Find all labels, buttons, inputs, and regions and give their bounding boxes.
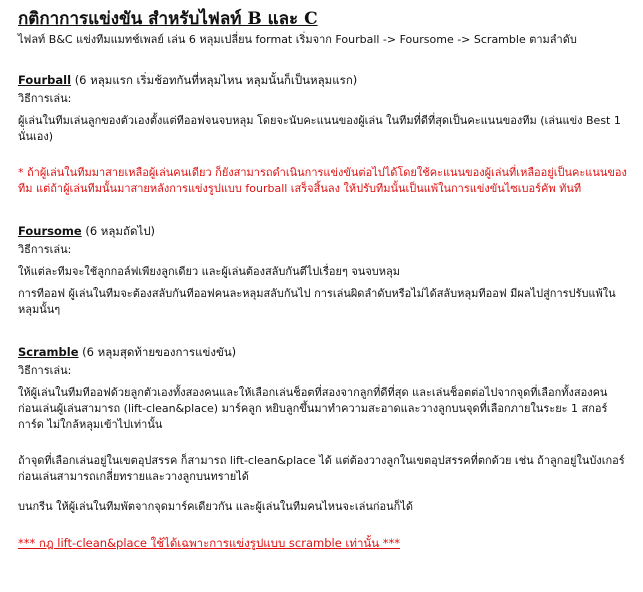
scramble-method-text-1: ให้ผู้เล่นในทีมทีออฟด้วยลูกตัวเองทั้งสองคนและให้เลือกเล่นช็อตที่สองจากลูกที่ดีที่สุด และเล่นช็อตต่อไปจากจุดที่เลือกทั้งสองคน ก่อนเล่นผู้เล่นสามารถ (lift-clean&place) มาร์คลูก หยิบลูกขึ้นมาทำความสะอาดและวางลูกบนจุดที่เลือกภายในระยะ 1 สกอร์การ์ด ไม่ใกล้หลุมเข้าไปเท่านั้น <box>18 386 608 431</box>
foursome-method-text-2: การทีออฟ ผู้เล่นในทีมจะต้องสลับกันทีออฟคนละหลุมสลับกันไป การเล่นผิดลำดับหรือไม่ได้สลับหลุมทีออฟ มีผลไปสู่การปรับแพ้ในหลุมนั้นๆ <box>18 287 616 316</box>
foursome-method-text-1: ให้แต่ละทีมจะใช้ลูกกอล์ฟเพียงลูกเดียว และผู้เล่นต้องสลับกันตีไปเรื่อยๆ จนจบหลุม <box>18 265 401 278</box>
fourball-method-label: วิธีการเล่น: <box>18 92 72 105</box>
fourball-method-text: ผู้เล่นในทีมเล่นลูกของตัวเองตั้งแต่ทีออฟจนจบหลุม โดยจะนับคะแนนของผู้เล่น ในทีมที่ดีที่สุดเป็นคะแนนของทีม (เล่นแข่ง Best 1 นั่นเอง) <box>18 114 621 143</box>
page-title: กติกาการแข่งขัน สำหรับไฟลท์ B และ C <box>18 9 318 29</box>
fourball-heading <box>18 72 635 89</box>
scramble-heading <box>18 344 635 361</box>
scramble-title: Scramble <box>18 345 79 359</box>
foursome-heading <box>18 223 635 240</box>
scramble-method-text-2: ถ้าจุดที่เลือกเล่นอยู่ในเขตอุปสรรค ก็สามารถ lift-clean&place ได้ แต่ต้องวางลูกในเขตอุปสรรคที่ตกด้วย เช่น ถ้าลูกอยู่ในบังเกอร์ ก่อนเล่นสามารถเกลี่ยทรายและวางลูกบนทรายได้ <box>18 454 625 483</box>
fourball-warning: * ถ้าผู้เล่นในทีมมาสายเหลือผู้เล่นคนเดียว ก็ยังสามารถดำเนินการแข่งขันต่อไปได้โดยใช้คะแนนของผู้เล่นที่เหลืออยู่เป็นคะแนนของทีม แต่ถ้าผู้เล่นทีมนั้นมาสายหลังการแข่งรูปแบบ fourball เสร็จสิ้นลง ให้ปรับทีมนั้นเป็นแพ้ในการแข่งขันไซเบอร์คัพ ทันที <box>18 166 627 195</box>
scramble-method-label: วิธีการเล่น: <box>18 364 72 377</box>
foursome-method-label: วิธีการเล่น: <box>18 243 72 256</box>
scramble-method-text-3: บนกรีน ให้ผู้เล่นในทีมพัตจากจุดมาร์คเดียวกัน และผู้เล่นในทีมคนไหนจะเล่นก่อนก็ได้ <box>18 500 414 513</box>
foursome-title: Foursome <box>18 224 82 238</box>
intro-text: ไฟลท์ B&C แข่งทีมแมทช์เพลย์ เล่น 6 หลุมเปลี่ยน format เริ่มจาก Fourball -> Foursome -> Scramble ตามลำดับ <box>18 33 577 46</box>
fourball-title: Fourball <box>18 73 72 87</box>
foursome-subtitle: (6 หลุมถัดไป) <box>85 224 156 238</box>
fourball-subtitle: (6 หลุมแรก เริ่มช้อทกันที่หลุมไหน หลุมนั้นก็เป็นหลุมแรก) <box>74 73 358 87</box>
scramble-subtitle: (6 หลุมสุดท้ายของการแข่งขัน) <box>82 345 237 359</box>
lift-clean-place-footnote: *** กฎ lift-clean&place ใช้ได้เฉพาะการแข่งรูปแบบ scramble เท่านั้น *** <box>18 536 401 550</box>
